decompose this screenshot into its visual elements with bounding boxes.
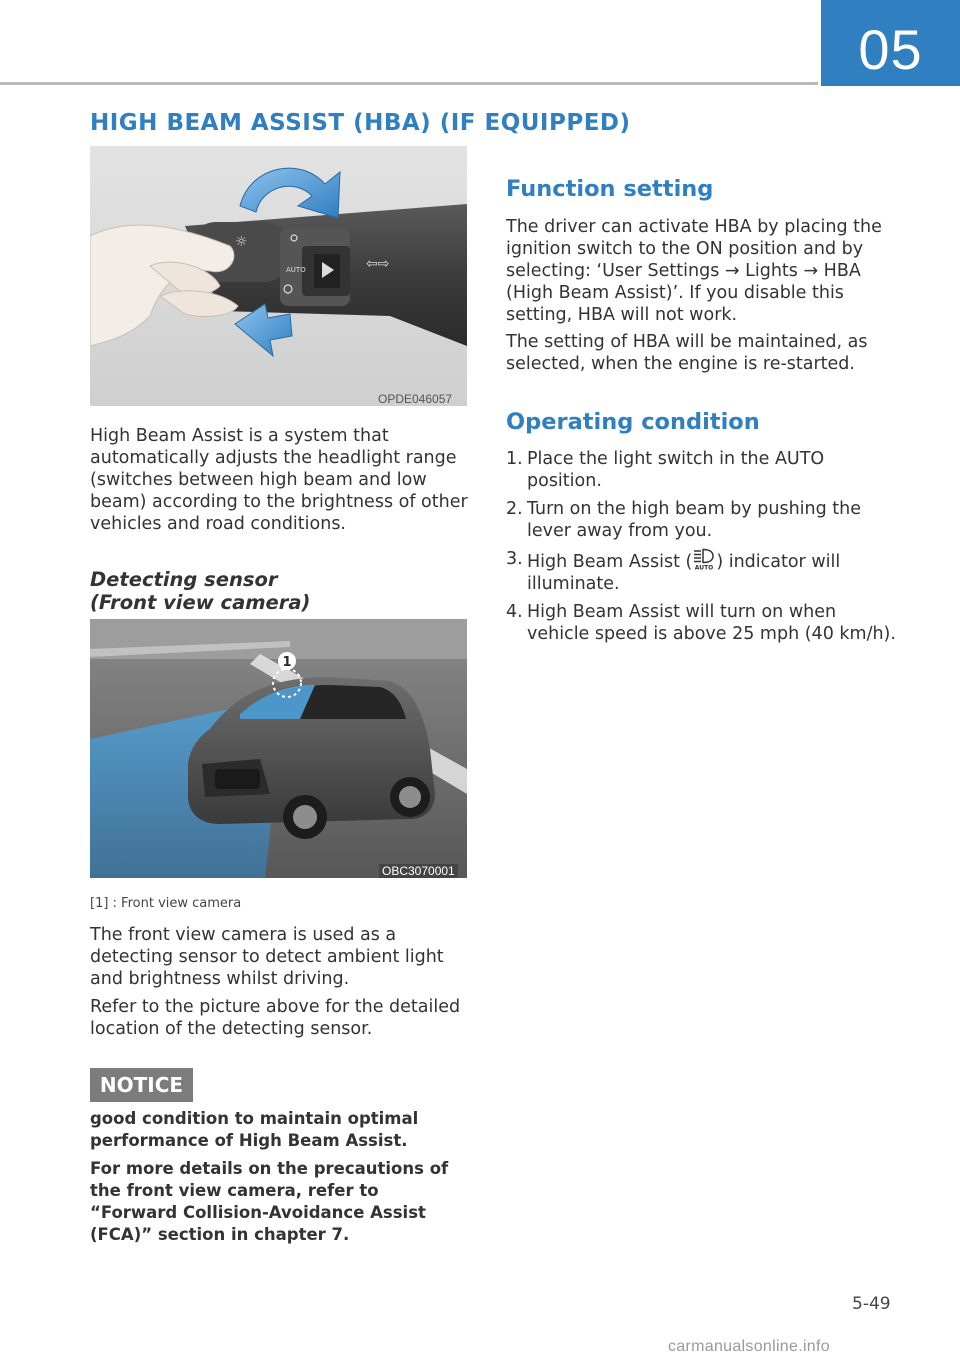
notice-badge: NOTICE xyxy=(90,1068,193,1102)
function-setting-heading: Function setting xyxy=(506,176,714,202)
camera-marker-label: 1 xyxy=(282,655,292,670)
notice-paragraph-2: For more details on the precautions of the front view camera, refer to “Forward Collision-Avoidance Assist (FCA)” section in chapter 7. xyxy=(90,1159,449,1244)
step-text: Turn on the high beam by pushing the lever away from you. xyxy=(527,499,862,541)
operating-steps-list xyxy=(506,448,896,651)
function-setting-paragraph-2: The setting of HBA will be maintained, as selected, when the engine is re-started. xyxy=(506,332,868,374)
detecting-heading-line2: (Front view camera) xyxy=(90,591,311,614)
figure2-caption: [1] : Front view camera xyxy=(90,896,242,911)
detecting-heading-line1: Detecting sensor xyxy=(90,568,278,591)
figure-headlight-lever xyxy=(90,146,467,406)
detecting-paragraph-1: The front view camera is used as a detecting sensor to detect ambient light and brightness whilst driving. xyxy=(90,925,444,989)
step-item xyxy=(506,548,896,595)
step-text: High Beam Assist will turn on when vehicle speed is above 25 mph (40 km/h). xyxy=(527,602,896,644)
step-text-pre: High Beam Assist ( xyxy=(527,552,693,572)
svg-text:AUTO: AUTO xyxy=(286,266,306,274)
step-number: 2. xyxy=(506,499,523,519)
step-item xyxy=(506,448,896,492)
step-number: 1. xyxy=(506,449,523,469)
step-item xyxy=(506,498,896,542)
step-number: 4. xyxy=(506,602,523,622)
figure1-code: OPDE046057 xyxy=(378,392,453,406)
header-rule xyxy=(0,82,818,85)
step-text-post: ) indicator will illuminate. xyxy=(527,552,841,594)
figure2-code: OBC3070001 xyxy=(379,864,458,878)
car-camera-illustration xyxy=(90,619,467,878)
detecting-paragraph-2: Refer to the picture above for the detailed location of the detecting sensor. xyxy=(90,997,461,1039)
hba-icon-label: AUTO xyxy=(695,564,714,570)
watermark: carmanualsonline.info xyxy=(668,1338,830,1355)
function-setting-paragraph-1: The driver can activate HBA by placing the ignition switch to the ON position and by selecting: ‘User Settings → Lights → HBA (High Beam Assist)’. If you disable this setting, HBA will not work. xyxy=(506,217,882,325)
page-number: 5-49 xyxy=(852,1294,891,1314)
intro-paragraph: High Beam Assist is a system that automatically adjusts the headlight range (switches between high beam and low beam) according to the brightness of other vehicles and road conditions. xyxy=(90,426,468,534)
notice-paragraph-1: good condition to maintain optimal performance of High Beam Assist. xyxy=(90,1109,419,1150)
figure-front-view-camera xyxy=(90,619,467,878)
headlight-lever-illustration xyxy=(90,146,467,406)
hba-indicator-icon xyxy=(692,548,716,570)
chapter-tab: 05 xyxy=(821,0,960,86)
operating-condition-heading: Operating condition xyxy=(506,409,760,435)
step-item xyxy=(506,601,896,645)
step-text: Place the light switch in the AUTO position. xyxy=(527,449,825,491)
svg-text:☼: ☼ xyxy=(235,234,248,250)
section-title: HIGH BEAM ASSIST (HBA) (IF EQUIPPED) xyxy=(90,110,631,136)
svg-text:⇦⇨: ⇦⇨ xyxy=(366,256,390,272)
step-number: 3. xyxy=(506,549,523,569)
